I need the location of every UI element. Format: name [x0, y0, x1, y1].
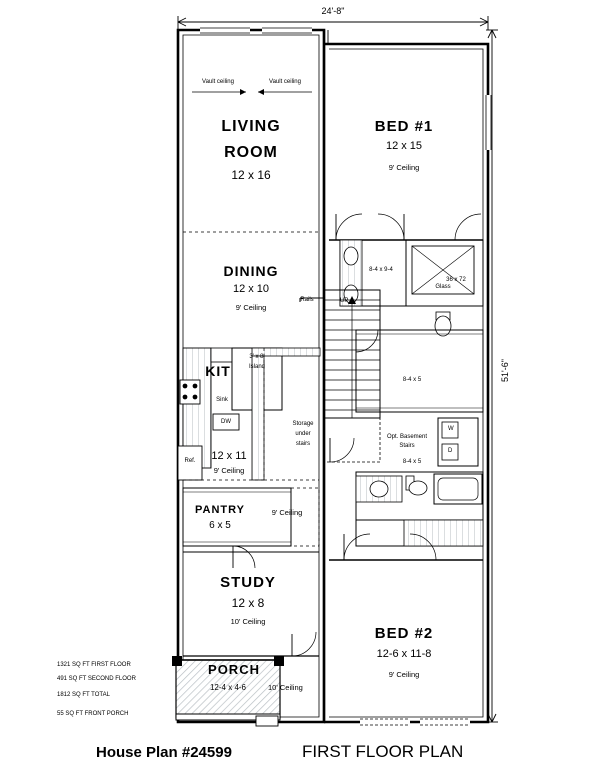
room-label-living-room-line2: ROOM	[224, 144, 278, 161]
area-note-total: 1812 SQ FT TOTAL	[57, 692, 110, 698]
vault-ceiling-label-left: Vault ceiling	[202, 79, 234, 85]
room-label-study: STUDY	[220, 574, 276, 591]
room-label-bed-2: BED #2	[374, 625, 434, 642]
room-label-living-room-line1: LIVING	[221, 118, 281, 135]
room-size-dining: 12 x 10	[232, 283, 270, 295]
island-label-line2: Island	[248, 364, 266, 370]
room-ceiling-bed-1: 9' Ceiling	[388, 163, 420, 172]
island-label-line1: 3' x 8'	[249, 354, 265, 360]
storage-label-line2: under	[295, 431, 311, 437]
storage-label-line1: Storage	[292, 421, 314, 427]
room-ceiling-dining: 9' Ceiling	[235, 303, 267, 312]
room-ceiling-porch: 10' Ceiling	[268, 683, 303, 692]
shower-size-label: 36 x 72	[446, 277, 466, 283]
overall-height-dimension: 51'-6"	[500, 359, 510, 382]
dryer-label: D	[448, 448, 453, 454]
dishwasher-label: DW	[221, 419, 231, 425]
shower-glass-label: Glass	[435, 284, 451, 290]
refrigerator-label: Ref.	[184, 458, 196, 464]
overall-width-dimension: 24'-8"	[321, 6, 345, 16]
room-size-pantry: 6 x 5	[209, 520, 231, 531]
room-label-pantry: PANTRY	[195, 504, 245, 516]
vault-ceiling-label-right: Vault ceiling	[269, 79, 301, 85]
sink-label: Sink	[216, 397, 228, 403]
room-size-bed-1: 12 x 15	[385, 140, 423, 152]
plan-number-title: House Plan #24599	[96, 744, 232, 761]
room-size-porch: 12-4 x 4-6	[209, 683, 247, 692]
room-ceiling-bed-2: 9' Ceiling	[388, 670, 420, 679]
room-label-bed-1: BED #1	[374, 118, 434, 135]
opt-basement-stairs-line1: Opt. Basement	[386, 434, 428, 440]
room-label-porch: PORCH	[208, 662, 260, 677]
area-note-front-porch: 55 SQ FT FRONT PORCH	[57, 711, 129, 717]
room-label-kitchen: KIT	[205, 363, 231, 379]
stair-rails-label: Rails	[300, 297, 314, 303]
first-floor-plan-title: FIRST FLOOR PLAN	[302, 742, 464, 761]
room-ceiling-study: 10' Ceiling	[230, 617, 266, 626]
closet-c-dimension: 8-4 x 5	[402, 459, 422, 465]
up-arrow-label: UP	[340, 298, 349, 304]
area-note-second-floor: 491 SQ FT SECOND FLOOR	[57, 676, 136, 682]
room-size-living-room: 12 x 16	[231, 168, 271, 182]
room-size-kitchen: 12 x 11	[211, 450, 247, 462]
area-note-first-floor: 1321 SQ FT FIRST FLOOR	[57, 662, 131, 668]
opt-basement-stairs-line2: Stairs	[399, 443, 415, 449]
closet-b-dimension: 8-4 x 5	[402, 377, 422, 383]
closet-a-dimension: 8-4 x 9-4	[369, 267, 393, 273]
room-size-bed-2: 12-6 x 11-8	[376, 648, 432, 660]
storage-label-line3: stairs	[295, 441, 311, 447]
room-ceiling-pantry: 9' Ceiling	[271, 508, 303, 517]
room-size-study: 12 x 8	[231, 596, 265, 610]
room-label-dining: DINING	[223, 263, 279, 279]
washer-label: W	[448, 426, 454, 432]
room-ceiling-kitchen: 9' Ceiling	[213, 466, 245, 475]
